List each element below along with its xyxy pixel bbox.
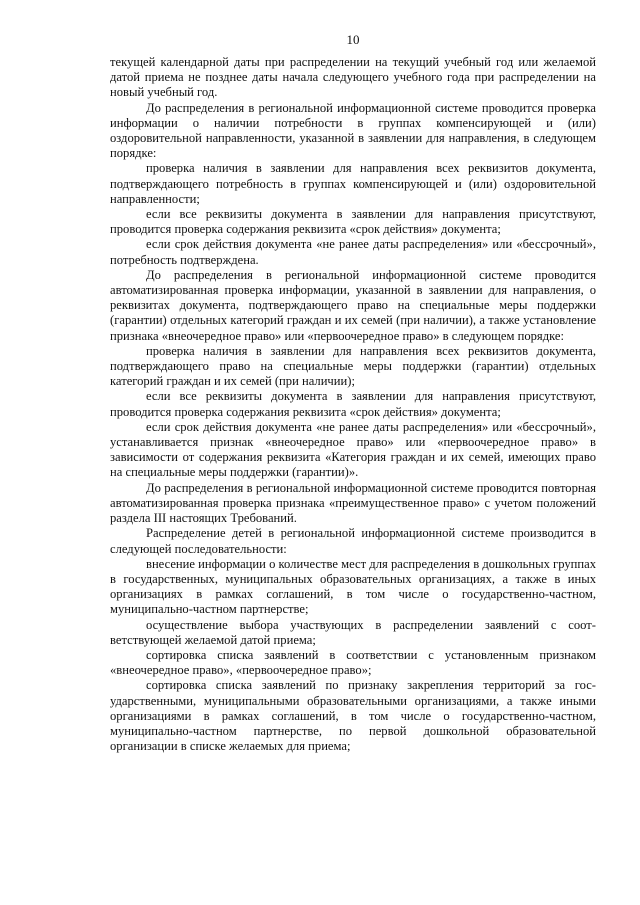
paragraph: текущей календарной даты при распределении на текущий учебный год или желаемой датой приема не позднее даты начала следующего учебного года при распределении на новый учебный год.	[110, 55, 596, 100]
paragraph: До распределения в региональной информационной системе проводится автоматизированная проверка информации, указанной в заявлении для направления, о реквизитах документа, подтверждающего право на специальные меры поддержки (гарантии) отдельных категорий граждан и их семей (при наличии), а также установление признака «внеочередное право» или «первоочередное право» в следующем порядке:	[110, 267, 596, 343]
paragraph: Распределение детей в региональной информационной системе производится в следующей последовательности:	[110, 526, 596, 556]
document-body	[110, 55, 596, 754]
paragraph: проверка наличия в заявлении для направления всех реквизитов документа, подтверждающего право на специальные меры поддержки (гарантии) отдельных категорий граждан и их семей (при наличии);	[110, 343, 596, 389]
paragraph: если все реквизиты документа в заявлении для направления присутствуют, проводится проверка содержания реквизита «срок действия» документа;	[110, 207, 596, 237]
page-number: 10	[346, 32, 360, 47]
paragraph: До распределения в региональной информационной системе проводится проверка информации о наличии потребности в группах компенсирующей и (или) оздоровительной направленности, указанной в заявлении для направления, в следующем порядке:	[110, 100, 596, 161]
paragraph: сортировка списка заявлений в соответствии с установленным признаком «внеочередное право», «первоочередное право»;	[110, 647, 596, 678]
paragraph: если срок действия документа «не ранее даты распределения» или «бессрочный», потребность подтверждена.	[110, 237, 596, 267]
paragraph: внесение информации о количестве мест для распределения в дошкольных группах в государственных, муниципальных образовательных организациях, а также в иных организациях в рамках соглашений, в том числе о государственно-частном, муниципально-частном партнерстве;	[110, 556, 596, 617]
paragraph: если срок действия документа «не ранее даты распределения» или «бессрочный», устанавливается признак «внеочередное право» или «первоочередное право» в зависимости от содержания реквизита «Категория граждан и их семей, имеющих право на специальные меры поддержки (гарантии)».	[110, 419, 596, 480]
paragraph: До распределения в региональной информационной системе проводится повторная автоматизированная проверка признака «преимущественное право» с учетом положений раздела III настоящих Требований.	[110, 480, 596, 526]
paragraph: проверка наличия в заявлении для направления всех реквизитов документа, подтверждающего потребность в группах компенсирующей и (или) оздоровительной направленности;	[110, 161, 596, 206]
paragraph: сортировка списка заявлений по признаку закрепления территорий за государственными, муниципальными образовательными организациями, а также иными организациями в рамках соглашений, в том числе о государственно-частном, муниципально-частном партнерстве, по первой дошкольной образовательной организации в списке желаемых для приема;	[110, 678, 596, 754]
paragraph: осуществление выбора участвующих в распределении заявлений с соответствующей желаемой датой приема;	[110, 617, 596, 647]
paragraph: если все реквизиты документа в заявлении для направления присутствуют, проводится проверка содержания реквизита «срок действия» документа;	[110, 389, 596, 419]
